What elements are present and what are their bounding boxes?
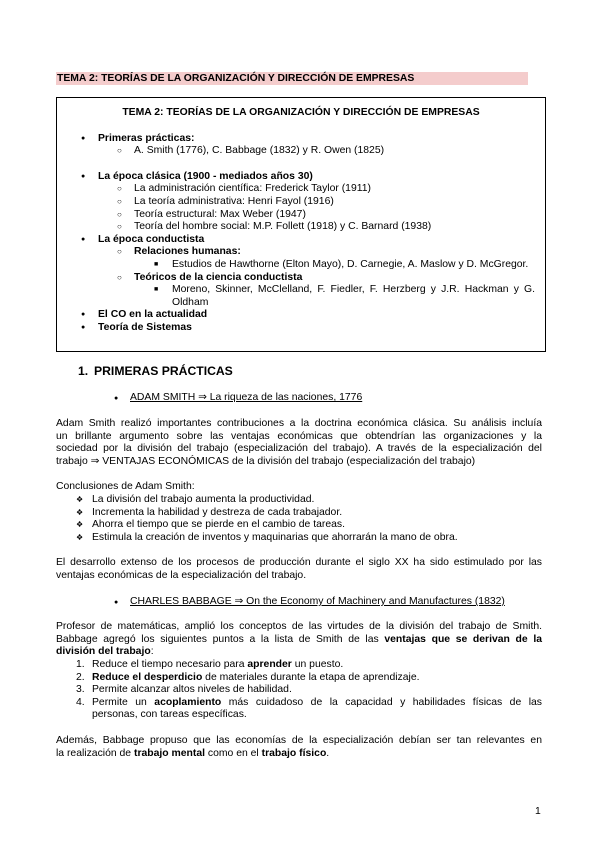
babbage-intro: Profesor de matemáticas, amplió los conceptos de las virtudes de la división del trabajo de Smith. Babbage agregó los siguientes puntos a la lista de Smith de las ventajas que se derivan de la división del trabajo: — [56, 621, 542, 658]
outline-subitem: ○ La teoría administrativa: Henri Fayol (1916) — [57, 196, 545, 209]
page-number: 1 — [535, 806, 541, 817]
list-item: ❖ Incrementa la habilidad y destreza de cada trabajador. — [76, 507, 536, 520]
babbage-closing: Además, Babbage propuso que las economías de la especialización debían ser tan relevantes en la realización de trabajo mental como en el trabajo físico. — [56, 735, 542, 759]
babbage-advantages-list — [76, 659, 542, 722]
outline-subsubitem: ■ Moreno, Skinner, McClelland, F. Fiedler, F. Herzberg y J.R. Hackman y G. Oldham — [57, 284, 545, 309]
outline-item-conductista: ● La época conductista — [57, 234, 545, 247]
bullet-icon: ● — [114, 395, 119, 402]
outline-title: TEMA 2: TEORÍAS DE LA ORGANIZACIÓN Y DIRECCIÓN DE EMPRESAS — [122, 107, 480, 118]
outline-box — [56, 97, 546, 352]
section-heading — [78, 365, 233, 378]
list-item: ❖ Ahorra el tiempo que se pierde en el cambio de tareas. — [76, 519, 536, 532]
outline-list — [57, 133, 545, 335]
section-number: 1. — [78, 364, 89, 378]
babbage-heading — [114, 596, 505, 609]
outline-subsubitem: ■ Estudios de Hawthorne (Elton Mayo), D. Carnegie, A. Maslow y D. McGregor. — [57, 259, 545, 272]
outline-item-primeras: ● Primeras prácticas: — [57, 133, 545, 146]
list-item: ❖ La división del trabajo aumenta la productividad. — [76, 494, 536, 507]
outline-item-actualidad: ● El CO en la actualidad — [57, 309, 545, 322]
smith-conclusions-label: Conclusiones de Adam Smith: — [56, 481, 195, 492]
section-title: PRIMERAS PRÁCTICAS — [94, 364, 233, 378]
list-item-continuation: personas, con tareas específicas. — [92, 709, 247, 721]
babbage-heading-text: CHARLES BABBAGE ⇒ On the Economy of Machinery and Manufactures (1832) — [130, 596, 505, 607]
bullet-icon: ● — [114, 599, 119, 606]
list-item: ❖ Estimula la creación de inventos y maquinarias que ahorrarán la mano de obra. — [76, 532, 536, 545]
outline-item-sistemas: ● Teoría de Sistemas — [57, 322, 545, 335]
outline-subitem-relaciones: ○ Relaciones humanas: — [57, 246, 545, 259]
smith-paragraph-1: Adam Smith realizó importantes contribuciones a la doctrina económica clásica. Su análisis incluía un brillante argumento sobre las ventajas económicas que obtendrían las organizaciones y la sociedad por la división del trabajo (especialización del trabajo). A través de la especialización del trabajo ⇒ VENTAJAS ECONÓMICAS de la división del trabajo (especialización del trabajo) — [56, 418, 542, 467]
smith-conclusions-list — [76, 494, 536, 544]
list-item: 2. Reduce el desperdicio de materiales durante la etapa de aprendizaje. — [76, 671, 420, 683]
list-item: 3. Permite alcanzar altos niveles de habilidad. — [76, 684, 292, 696]
outline-subitem: ○ A. Smith (1776), C. Babbage (1832) y R. Owen (1825) — [57, 145, 545, 158]
list-item: 1. Reduce el tiempo necesario para aprender un puesto. — [76, 659, 344, 670]
topic-banner: TEMA 2: TEORÍAS DE LA ORGANIZACIÓN Y DIRECCIÓN DE EMPRESAS — [56, 72, 528, 85]
outline-subitem: ○ Teoría del hombre social: M.P. Follett (1918) y C. Barnard (1938) — [57, 221, 545, 234]
outline-subitem: ○ La administración científica: Frederick Taylor (1911) — [57, 183, 545, 196]
smith-heading — [114, 392, 363, 405]
outline-subitem-teoricos: ○ Teóricos de la ciencia conductista — [57, 272, 545, 285]
outline-subitem: ○ Teoría estructural: Max Weber (1947) — [57, 209, 545, 222]
outline-item-clasica: ● La época clásica (1900 - mediados años 30) — [57, 171, 545, 184]
list-item: 4. Permite un acoplamiento más cuidadoso de la capacidad y habilidades físicas de las — [76, 696, 542, 708]
smith-paragraph-2: El desarrollo extenso de los procesos de producción durante el siglo XX ha sido estimulado por las ventajas económicas de la especialización del trabajo. — [56, 557, 542, 581]
smith-heading-text: ADAM SMITH ⇒ La riqueza de las naciones, 1776 — [130, 392, 363, 403]
